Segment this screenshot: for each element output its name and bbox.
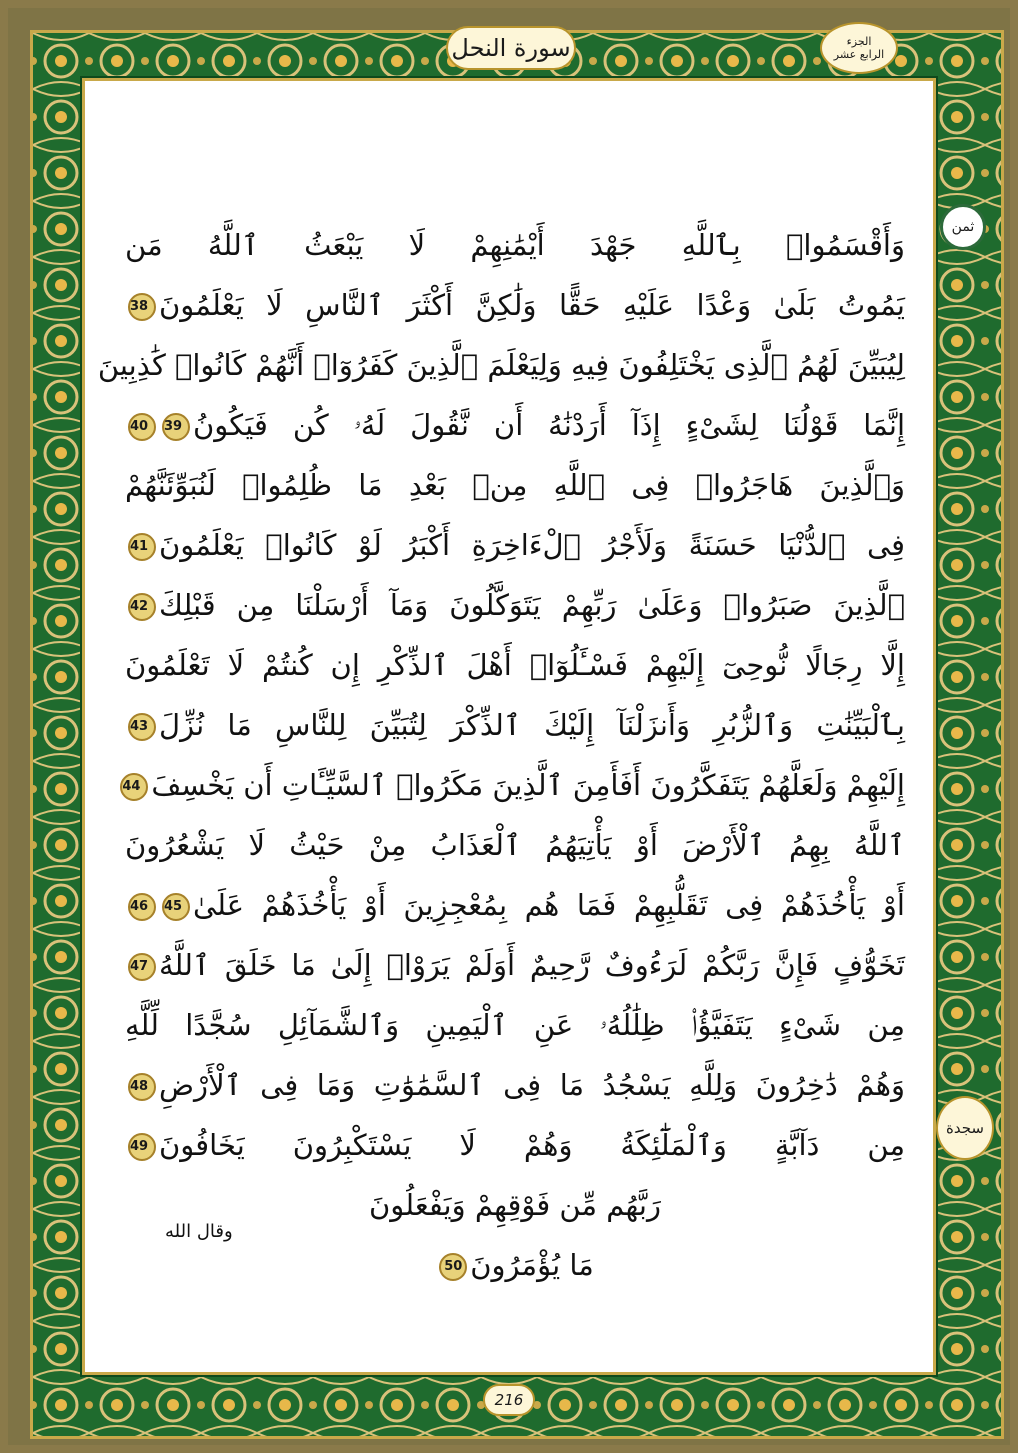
verse-text: فِى ٱلدُّنْيَا حَسَنَةً وَلَأَجْرُ ٱلْءَاخِرَةِ أَكْبَرُ لَوْ كَانُوا۟ يَعْلَمُونَ (159, 528, 905, 562)
verse-text: ٱللَّهُ بِهِمُ ٱلْأَرْضَ أَوْ يَأْتِيَهُمُ ٱلْعَذَابُ مِنْ حَيْثُ لَا يَشْعُرُونَ (125, 828, 905, 862)
hizb-marker: ثمن (940, 204, 986, 250)
verse-text: وَأَقْسَمُوا۟ بِٱللَّهِ جَهْدَ أَيْمَٰنِهِمْ لَا يَبْعَثُ ٱللَّهُ مَن (125, 228, 905, 262)
text-line (125, 1115, 905, 1175)
verse-text: وَٱلَّذِينَ هَاجَرُوا۟ فِى ٱللَّهِ مِنۢ بَعْدِ مَا ظُلِمُوا۟ لَنُبَوِّئَنَّهُمْ (125, 468, 905, 502)
text-line (125, 575, 905, 635)
ayah-number-marker: 38 (128, 293, 156, 321)
ayah-number-marker: 44 (120, 773, 148, 801)
text-line (125, 935, 905, 995)
ayah-number-marker: 49 (128, 1133, 156, 1161)
verse-text: مِن دَآبَّةٍ وَٱلْمَلَٰٓئِكَةُ وَهُمْ لَا يَسْتَكْبِرُونَ يَخَافُونَ (159, 1128, 905, 1162)
ayah-number-marker: 48 (128, 1073, 156, 1101)
verse-text: بِٱلْبَيِّنَٰتِ وَٱلزُّبُرِ وَأَنزَلْنَآ إِلَيْكَ ٱلذِّكْرَ لِتُبَيِّنَ لِلنَّاسِ مَا نُزِّلَ (159, 708, 905, 742)
ayah-number-marker: 41 (128, 533, 156, 561)
page-number: 216 (483, 1384, 535, 1416)
verse-text: رَبَّهُم مِّن فَوْقِهِمْ وَيَفْعَلُونَ (369, 1188, 661, 1222)
verse-text: تَخَوُّفٍ فَإِنَّ رَبَّكُمْ لَرَءُوفٌ رَّحِيمٌ أَوَلَمْ يَرَوْا۟ إِلَىٰ مَا خَلَقَ ٱللَّهُ (159, 948, 905, 982)
text-line (125, 275, 905, 335)
catchword: وقال الله (165, 1221, 233, 1242)
ayah-number-marker: 50 (439, 1253, 467, 1281)
ayah-number-marker: 43 (128, 713, 156, 741)
ayah-number-marker: 42 (128, 593, 156, 621)
text-line (125, 815, 905, 875)
juz-number: الرابع عشر (833, 48, 885, 61)
text-line (125, 215, 905, 275)
text-line (125, 995, 905, 1055)
text-line (125, 1235, 905, 1295)
verse-text: مِن شَىْءٍ يَتَفَيَّؤُا۟ ظِلَٰلُهُۥ عَنِ ٱلْيَمِينِ وَٱلشَّمَآئِلِ سُجَّدًا لِّلَّهِ (125, 1008, 905, 1042)
ayah-number-marker: 46 (128, 893, 156, 921)
ayah-number-marker: 47 (128, 953, 156, 981)
verse-text: أَوْ يَأْخُذَهُمْ فِى تَقَلُّبِهِمْ فَمَا هُم بِمُعْجِزِينَ أَوْ يَأْخُذَهُمْ عَلَىٰ (193, 888, 905, 922)
ayah-number-marker: 45 (162, 893, 190, 921)
ayah-number-marker: 40 (128, 413, 156, 441)
juz-medallion (820, 22, 898, 74)
mushaf-page (82, 78, 936, 1375)
text-line (125, 395, 905, 455)
verse-text: وَهُمْ دَٰخِرُونَ وَلِلَّهِ يَسْجُدُ مَا فِى ٱلسَّمَٰوَٰتِ وَمَا فِى ٱلْأَرْضِ (159, 1068, 905, 1102)
ayah-number-marker: 39 (162, 413, 190, 441)
sajda-marker: سجدة (936, 1096, 994, 1160)
juz-label: الجزء (846, 35, 872, 48)
quran-text (97, 215, 905, 1295)
text-line (125, 515, 905, 575)
text-line (125, 1175, 905, 1235)
text-line (125, 1055, 905, 1115)
text-line (125, 455, 905, 515)
verse-text: لِيُبَيِّنَ لَهُمُ ٱلَّذِى يَخْتَلِفُونَ فِيهِ وَلِيَعْلَمَ ٱلَّذِينَ كَفَرُوٓا۟ أَنَّهُمْ كَانُوا۟ كَٰذِبِينَ (97, 348, 905, 382)
text-line (125, 695, 905, 755)
verse-text: يَمُوتُ بَلَىٰ وَعْدًا عَلَيْهِ حَقًّا وَلَٰكِنَّ أَكْثَرَ ٱلنَّاسِ لَا يَعْلَمُونَ (159, 288, 905, 322)
verse-text: إِلَّا رِجَالًا نُّوحِىٓ إِلَيْهِمْ فَسْـَٔلُوٓا۟ أَهْلَ ٱلذِّكْرِ إِن كُنتُمْ لَا تَعْلَمُونَ (125, 648, 905, 682)
text-line (125, 635, 905, 695)
text-line (122, 755, 905, 815)
text-line (97, 335, 905, 395)
text-line (125, 875, 905, 935)
verse-text: إِلَيْهِمْ وَلَعَلَّهُمْ يَتَفَكَّرُونَ أَفَأَمِنَ ٱلَّذِينَ مَكَرُوا۟ ٱلسَّيِّـَٔاتِ أَن يَخْسِفَ (151, 768, 905, 802)
verse-text: ٱلَّذِينَ صَبَرُوا۟ وَعَلَىٰ رَبِّهِمْ يَتَوَكَّلُونَ وَمَآ أَرْسَلْنَا مِن قَبْلِكَ (159, 588, 905, 622)
verse-text: مَا يُؤْمَرُونَ (470, 1248, 594, 1282)
verse-text: إِنَّمَا قَوْلُنَا لِشَىْءٍ إِذَآ أَرَدْنَٰهُ أَن نَّقُولَ لَهُۥ كُن فَيَكُونُ (193, 408, 905, 442)
surah-title: سورة النحل (446, 26, 576, 70)
